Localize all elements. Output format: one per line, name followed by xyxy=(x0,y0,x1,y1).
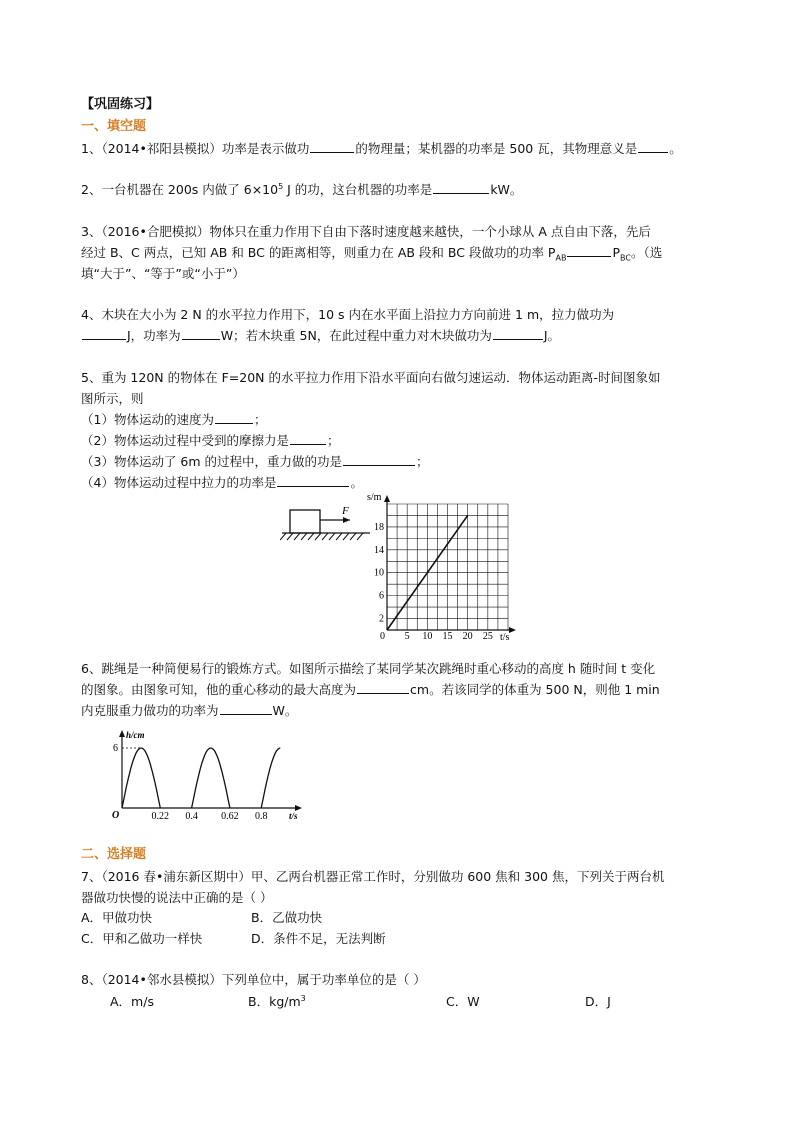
q8-option-c[interactable]: C．W xyxy=(446,994,480,1009)
s-axis-label: s/m xyxy=(367,492,382,503)
practice-header: 【巩固练习】 xyxy=(81,97,160,112)
q5-blank-4[interactable] xyxy=(277,473,349,487)
h-axis-label: h/cm xyxy=(126,730,145,740)
hatch-mark xyxy=(329,533,335,540)
time-tick-label: 0.62 xyxy=(221,811,239,822)
h-t-curve-group xyxy=(113,743,280,822)
q1-text-c: 。 xyxy=(669,141,682,156)
question-2 xyxy=(81,180,522,200)
height-arc xyxy=(192,748,230,808)
hatch-mark xyxy=(350,533,356,540)
q4-text-b: W；若木块重 5N，在此过程中重力对木块做功为 xyxy=(220,328,492,343)
question-7-line-2: 器做功快慢的说法中正确的是（ ） xyxy=(81,890,273,905)
q6-figure xyxy=(108,726,308,826)
section-fill-blank-title: 一、填空题 xyxy=(81,119,147,134)
height-arc xyxy=(261,748,280,808)
q2-exponent: 5 xyxy=(278,181,284,191)
q8-option-d[interactable]: D．J xyxy=(585,994,611,1009)
question-5-sub-2 xyxy=(81,431,339,451)
q5-s3-end: ； xyxy=(416,454,429,469)
q5-s3-text: （3）物体运动了 6m 的过程中，重力做的功是 xyxy=(81,454,343,469)
block xyxy=(290,510,320,533)
y-tick-label: 6 xyxy=(379,590,384,602)
q2-text-c: kW。 xyxy=(490,182,523,197)
hatch-mark xyxy=(343,533,349,540)
y-tick-label: 14 xyxy=(374,544,384,556)
force-arrow-head xyxy=(343,517,350,523)
q5-s4-text: （4）物体运动过程中拉力的功率是 xyxy=(81,475,277,490)
s-axis-arrow xyxy=(384,495,390,502)
q2-text-b: J 的功，这台机器的功率是 xyxy=(283,182,433,197)
section-choice-title: 二、选择题 xyxy=(81,847,147,862)
q3-text-p: P xyxy=(612,245,620,260)
q5-s2-text: （2）物体运动过程中受到的摩擦力是 xyxy=(81,433,289,448)
q7-option-b[interactable]: B．乙做功快 xyxy=(251,910,323,925)
q1-blank-1[interactable] xyxy=(310,139,354,153)
q7-option-d[interactable]: D．条件不足，无法判断 xyxy=(251,931,386,946)
q6-blank-2[interactable] xyxy=(220,701,272,715)
hatch-mark xyxy=(301,533,307,540)
q8-option-a[interactable]: A．m/s xyxy=(110,994,154,1009)
ground-hatch xyxy=(280,533,363,540)
q4-blank-2[interactable] xyxy=(182,326,220,340)
x-tick-label: 25 xyxy=(482,631,493,640)
q8-option-b-text: B．kg/m xyxy=(248,994,301,1009)
question-5-sub-3 xyxy=(81,452,429,472)
hatch-mark xyxy=(322,533,328,540)
q1-text-a: 1、（2014•祁阳县模拟）功率是表示做功 xyxy=(81,141,310,156)
hatch-mark xyxy=(308,533,314,540)
hatch-mark xyxy=(294,533,300,540)
q2-blank[interactable] xyxy=(433,180,489,194)
x-tick-label: 15 xyxy=(442,631,453,640)
question-6-line-1: 6、跳绳是一种简便易行的锻炼方式。如图所示描绘了某同学某次跳绳时重心移动的高度 h 随时间 t 变化 xyxy=(81,661,656,676)
question-5-line-1: 5、重为 120N 的物体在 F=20N 的水平拉力作用下沿水平面向右做匀速运动．物体运动距离-时间图象如 xyxy=(81,370,661,385)
force-label: F xyxy=(342,505,349,517)
question-8: 8、（2014•邻水县模拟）下列单位中，属于功率单位的是（ ） xyxy=(81,972,426,987)
y-tick-label: 2 xyxy=(379,613,384,625)
x-tick-label: 10 xyxy=(422,631,433,640)
q6-text-d: W。 xyxy=(272,703,298,718)
y-tick-label: 10 xyxy=(374,567,384,579)
q3-blank[interactable] xyxy=(567,243,611,257)
q5-figure xyxy=(280,490,520,640)
q5-blank-2[interactable] xyxy=(290,431,326,445)
question-3-line-3: 填“大于”、“等于”或“小于”） xyxy=(81,266,245,281)
q8-option-b[interactable] xyxy=(248,992,306,1012)
t-axis-arrow xyxy=(509,627,516,633)
question-6-line-3 xyxy=(81,701,297,721)
q1-text-b: 的物理量；某机器的功率是 500 瓦，其物理意义是 xyxy=(355,141,638,156)
q4-text-c: J。 xyxy=(543,328,561,343)
q4-blank-3[interactable] xyxy=(493,326,543,340)
q7-option-a[interactable]: A．甲做功快 xyxy=(81,910,153,925)
q5-s1-end: ； xyxy=(253,412,267,427)
question-6-line-2 xyxy=(81,680,660,700)
h-tick-label: 6 xyxy=(113,743,118,754)
q6-blank-1[interactable] xyxy=(357,680,409,694)
question-4-line-1: 4、木块在大小为 2 N 的水平拉力作用下，10 s 内在水平面上沿拉力方向前进 1 m，拉力做功为 xyxy=(81,307,615,322)
x-tick-label: 20 xyxy=(462,631,473,640)
q3-text-a: 经过 B、C 两点，已知 AB 和 BC 的距离相等，则重力在 AB 段和 BC 段做功的功率 P xyxy=(81,245,556,260)
q6-text-b: cm。若该同学的体重为 500 N，则他 1 min xyxy=(410,682,660,697)
origin-o-label: O xyxy=(112,810,120,821)
q2-text-a: 2、一台机器在 200s 内做了 6×10 xyxy=(81,182,279,197)
q5-blank-1[interactable] xyxy=(215,410,253,424)
y-tick-label: 18 xyxy=(374,521,384,533)
q3-text-c: 。（选 xyxy=(630,245,663,260)
q5-s4-end: 。 xyxy=(350,475,363,490)
q6-text-a: 的图象。由图象可知，他的重心移动的最大高度为 xyxy=(81,682,357,697)
hatch-mark xyxy=(357,533,363,540)
q6-text-c: 内克服重力做功的功率为 xyxy=(81,703,219,718)
question-3-line-2 xyxy=(81,243,662,263)
q4-text-a: J，功率为 xyxy=(127,328,181,343)
origin-label: 0 xyxy=(380,631,385,640)
question-3-line-1: 3、（2016•合肥模拟）物体只在重力作用下自由下落时速度越来越快，一个小球从 A 点自由下落，先后 xyxy=(81,224,651,239)
q8-option-b-exp: 3 xyxy=(300,993,306,1003)
time-tick-label: 0.8 xyxy=(254,811,268,822)
hatch-mark xyxy=(287,533,293,540)
hatch-mark xyxy=(315,533,321,540)
q1-blank-2[interactable] xyxy=(638,139,668,153)
hatch-mark xyxy=(336,533,342,540)
time-tick-label: 0.22 xyxy=(151,811,170,822)
question-1 xyxy=(81,139,682,159)
q7-option-c[interactable]: C．甲和乙做功一样快 xyxy=(81,931,203,946)
question-7-line-1: 7、（2016 春•浦东新区期中）甲、乙两台机器正常工作时，分别做功 600 焦和 300 焦，下列关于两台机 xyxy=(81,869,665,884)
time-axis-label: t/s xyxy=(289,811,298,821)
q3-sub-ab: AB xyxy=(555,253,567,263)
h-axis-arrow xyxy=(119,730,125,737)
q5-s1-text: （1）物体运动的速度为 xyxy=(81,412,214,427)
question-5-line-2: 图所示，则 xyxy=(81,391,144,406)
t-axis-label: t/s xyxy=(500,632,510,640)
x-tick-label: 5 xyxy=(404,631,410,640)
height-arc xyxy=(122,748,160,808)
q4-blank-1[interactable] xyxy=(82,326,126,340)
q3-sub-bc: BC xyxy=(620,253,631,263)
time-tick-label: 0.4 xyxy=(185,811,198,822)
s-t-grid xyxy=(387,504,508,630)
q5-s2-end: ； xyxy=(326,433,340,448)
hatch-mark xyxy=(280,533,286,540)
q5-blank-3[interactable] xyxy=(343,452,415,466)
question-4-line-2 xyxy=(81,326,560,346)
question-5-sub-1 xyxy=(81,410,266,430)
